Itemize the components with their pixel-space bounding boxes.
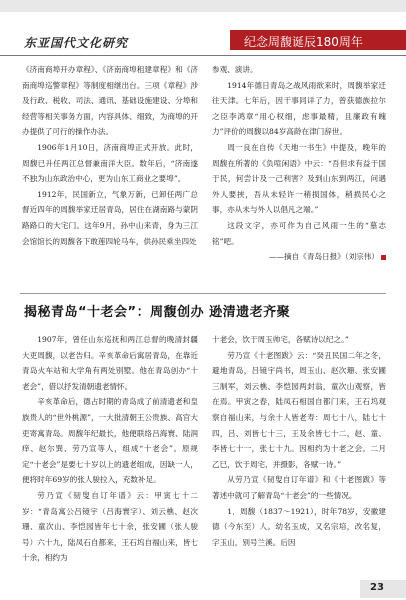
paragraph: 1914年德日青岛之战风雨欲来时，周馥举家迁往天津。七年后，因干事同详了力，曾获德族拉尔之臣李鸿章“用心权细，虑事最精，且廉政有魄力”评价的周馥以84岁高龄在津门辞世。 [212, 80, 386, 137]
header-rule [0, 55, 406, 56]
paragraph: 1907年，曾任山东巡抚和两江总督的晚清封疆大吏周馥，以老告归。辛亥革命后寓居青岛，在靠近青岛火车站和大学角有两处别墅。他在青岛创办“十老会”，借以抒发清朝遗老情怀。 [22, 335, 198, 391]
article-source [212, 249, 386, 265]
page-number-box [360, 580, 406, 598]
paragraph: 辛亥革命后，德占时期的青岛成了前清遗老和皇族贵人的“世外桃源”，一大批清朝王公贵族、高官大吏寄寓青岛。周馥年纪最长，他便联络吕海寰、陆润痒、赵尔巽、劳乃宣等人，组成“十老会”。原规定“十老会”是要七十岁以上的遗老组成，因缺一人，便将时年69岁的张人骏拉入，充数补足。 [22, 397, 198, 485]
upper-right-column [212, 62, 386, 265]
paragraph: 劳乃宣《韧叟自订年谱》云：甲寅七十二岁：“青岛寓公吕镜宇（吕海寰字）、刘云樵、赵次珊、童次山、李恺园皆年七十余，张安圃（张人骏号）六十九，陆凤石自都来，王石坞自福山来，皆七十余，相约为 [22, 490, 198, 563]
paragraph: 这段文字，亦可作为自己风雨一生的“墓志铭”吧。 [212, 220, 386, 246]
article-headline: 揭秘青岛“十老会”：周馥创办 逊清遗老齐聚 [24, 305, 291, 320]
end-mark [381, 255, 386, 260]
paragraph: 1906年1月10日，济南商埠正式开放。此时，周馥已升任两江总督兼南洋大臣。数年后，“济南遂不独为山东政治中心，更为山东工商业之要埠”。 [22, 142, 198, 184]
paragraph: 参观、演讲。 [212, 65, 258, 74]
paragraph: 周一良在自传《天地一书生》中提及，晚年的周馥在所著的《负喧闲语》中云：“吾但求有益于国于民，何尝计及一己利害？及到山东到两江，问遇外人要挟，吾从未轻许一稍损国体，稍损民心之事，亦从未与外人以倡凡之端。” [212, 142, 386, 215]
anniversary-banner [230, 30, 406, 50]
anniversary-banner-text: 纪念周馥诞辰180周年 [244, 35, 363, 49]
paragraph: 十老会，饮于周玉帅宅，各赋诗以纪之。” [212, 335, 349, 344]
journal-title: 东亚国代文化研究 [24, 36, 129, 50]
page-number: 23 [370, 582, 384, 593]
paragraph: 《济南商埠开办章程》、《济南商埠租建章程》和《济南商埠巡警章程》等制度相继出台。三项《章程》涉及行政、税收、司法、通讯、基础设施建设、分埠和经营等相关事务方面，内容具体、细致，为商埠的开办提供了可行的操作办法。 [22, 65, 198, 137]
section-divider [20, 293, 386, 294]
lower-left-column [22, 332, 198, 566]
paragraph: 1．周馥（1837～1921），时年78岁，安徽建德（今东至）人。幼名玉成，又名宗培，改名复，字玉山，别号兰溪。后因 [212, 506, 386, 547]
paragraph: 1912年，民国新立，气象万新，已卸任两广总督近四年的周馥举家迁居青岛，居住在湖南路与蒙阴路路口的大宅门。这年9月，孙中山来青，身为三江会馆馆长的周馥各下敢莲四轮马车，供孙民乘坐四处 [22, 189, 198, 246]
lower-right-column [212, 332, 386, 550]
paragraph: 从劳乃宣《韧叟自订年谱》和《十老图跋》等著述中就可了解青岛“十老会”的一些情况。 [212, 475, 386, 500]
paragraph: 劳乃宣《十老图跋》云：“癸丑民国二年之冬，避地青岛，吕镜宇尚书，周玉山、赵次珊、张安圃三制军，刘云樵、李恺园两封翁，童次山观察，皆在焉。甲寅之春，陆凤石相国自都门来，王石坞观察自福山来，与余十人皆老寿：周七十八，陆七十四，吕、刘皆七十三，王及余皆七十二，赵、童、李皆七十一，张七十九。因相约为十老之会。二月乙巳，饮于周宅，并摄影，各赋一诗。” [212, 350, 386, 469]
source-text: ——摘自《青岛日报》（刘宗伟） [268, 252, 379, 262]
top-band [0, 0, 406, 12]
upper-left-column [22, 62, 198, 249]
